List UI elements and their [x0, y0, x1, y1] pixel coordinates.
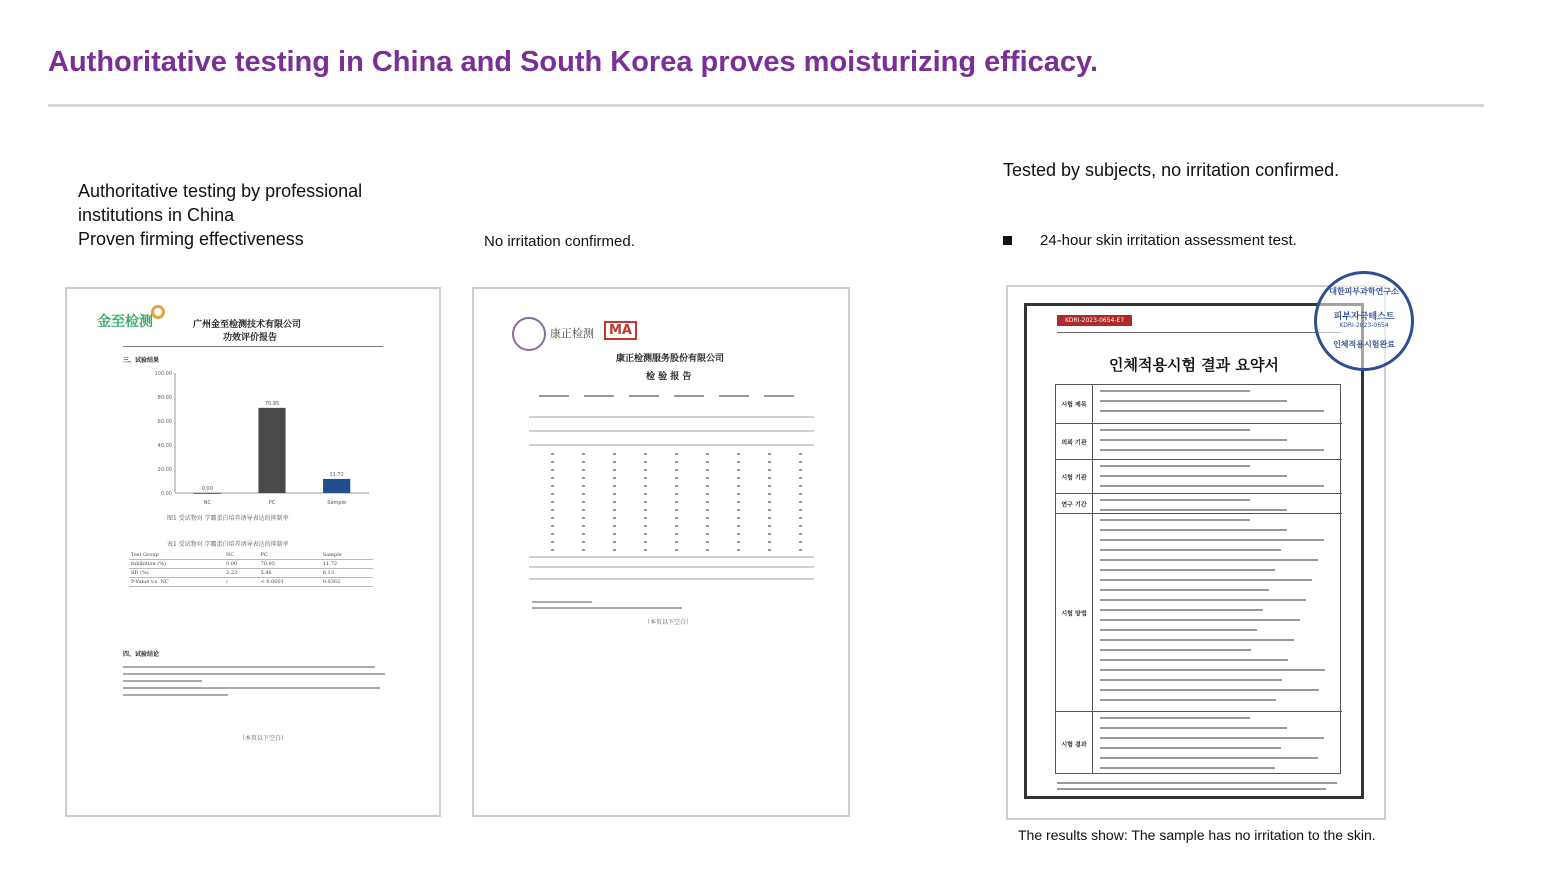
- table-cell-mark: [613, 485, 616, 487]
- table-cell-mark: [768, 461, 771, 463]
- left-doc-figure-caption: 图1 受试物对 学霸蛋白培养诱导表达的抑制率: [167, 515, 289, 522]
- table-cell-mark: [551, 549, 554, 551]
- table-row: [129, 578, 373, 587]
- chart-x-tick-label: Sample: [327, 500, 347, 506]
- left-doc-footer: （本页以下空白）: [239, 735, 288, 742]
- korea-doc-row-label: 의뢰 기관: [1061, 439, 1087, 446]
- table-cell-mark: [768, 517, 771, 519]
- table-cell: 0.00: [224, 560, 259, 569]
- table-cell-mark: [706, 493, 709, 495]
- table-cell: < 0.0001: [259, 578, 321, 587]
- china-efficacy-report-image: [65, 287, 441, 817]
- cma-mark: MA: [604, 321, 637, 340]
- seal-middle-text: 피부자극테스트: [1333, 312, 1395, 322]
- table-cell: 11.72: [321, 560, 373, 569]
- table-cell-mark: [582, 461, 585, 463]
- korea-doc-row-text: [1100, 609, 1263, 611]
- table-cell-mark: [613, 477, 616, 479]
- table-cell: 2.23: [224, 569, 259, 578]
- table-cell: Inhibition (%): [129, 560, 224, 569]
- chart-x-tick-label: NC: [203, 500, 211, 506]
- title-divider: [48, 104, 1484, 107]
- left-doc-table-caption: 表1 受试物对 学霸蛋白培养诱导表达的抑制率: [167, 541, 289, 548]
- chart-bar: [194, 493, 221, 494]
- table-cell-mark: [768, 525, 771, 527]
- table-header-row: [129, 551, 373, 560]
- korea-doc-row-text: [1100, 737, 1324, 739]
- table-cell-mark: [613, 509, 616, 511]
- table-cell-mark: [551, 533, 554, 535]
- table-cell-mark: [706, 525, 709, 527]
- korea-doc-row-text: [1100, 475, 1287, 477]
- chart-x-tick-label: PC: [268, 500, 276, 506]
- table-cell-mark: [582, 509, 585, 511]
- korea-doc-row-text: [1100, 519, 1250, 521]
- left-caption: [78, 179, 362, 251]
- table-cell-mark: [551, 517, 554, 519]
- korea-doc-row-text: [1100, 465, 1250, 467]
- table-cell-mark: [737, 461, 740, 463]
- table-cell-mark: [644, 485, 647, 487]
- table-cell: 0.0362: [321, 578, 373, 587]
- table-cell-mark: [799, 477, 802, 479]
- table-cell-mark: [644, 541, 647, 543]
- table-cell-mark: [644, 501, 647, 503]
- table-cell-mark: [644, 493, 647, 495]
- table-cell-mark: [644, 509, 647, 511]
- table-cell-mark: [737, 549, 740, 551]
- table-header-cell: Test Group: [129, 551, 224, 560]
- table-cell-mark: [799, 541, 802, 543]
- korea-doc-row-text: [1100, 410, 1324, 412]
- table-cell-mark: [799, 493, 802, 495]
- table-cell-mark: [551, 541, 554, 543]
- table-cell-mark: [675, 469, 678, 471]
- chart-bar: [323, 479, 350, 493]
- table-cell-mark: [675, 501, 678, 503]
- table-cell-mark: [582, 525, 585, 527]
- korea-doc-row-text: [1100, 485, 1324, 487]
- table-cell-mark: [706, 517, 709, 519]
- chart-y-tick-label: 80.00: [157, 395, 172, 401]
- table-cell-mark: [768, 485, 771, 487]
- table-cell-mark: [737, 501, 740, 503]
- table-cell: 70.95: [259, 560, 321, 569]
- inhibition-bar-chart: [147, 367, 377, 507]
- square-bullet-icon: [1003, 236, 1012, 245]
- left-doc-conclusion-text: [123, 661, 385, 701]
- korea-doc-row-text: [1100, 669, 1325, 671]
- table-cell: 5.46: [259, 569, 321, 578]
- table-header-mark: [629, 395, 659, 397]
- table-cell-mark: [551, 469, 554, 471]
- table-cell-mark: [737, 453, 740, 455]
- korea-doc-table-row: [1056, 423, 1342, 459]
- seal-top-text: 대한피부과학연구소: [1329, 287, 1399, 296]
- table-cell: P-Value v.s. NC: [129, 578, 224, 587]
- table-cell-mark: [613, 549, 616, 551]
- korea-doc-row-text: [1100, 499, 1250, 501]
- table-cell-mark: [644, 549, 647, 551]
- table-cell-mark: [768, 541, 771, 543]
- table-cell-mark: [768, 549, 771, 551]
- korea-doc-row-label: 시험 제목: [1061, 401, 1087, 409]
- chart-y-tick-label: 60.00: [157, 419, 172, 425]
- korea-doc-table-row: [1056, 385, 1342, 423]
- table-cell-mark: [706, 477, 709, 479]
- table-cell-mark: [737, 469, 740, 471]
- table-cell-mark: [737, 541, 740, 543]
- table-cell-mark: [551, 485, 554, 487]
- korea-doc-row-text: [1100, 569, 1275, 571]
- korea-doc-row-text: [1100, 439, 1287, 441]
- table-cell-mark: [737, 509, 740, 511]
- korea-doc-row-text: [1100, 539, 1324, 541]
- table-cell-mark: [799, 485, 802, 487]
- left-doc-results-table: [129, 551, 373, 587]
- table-header-mark: [584, 395, 614, 397]
- middle-doc-conclusion-text: [532, 597, 682, 613]
- chart-data-label: 11.72: [329, 471, 344, 478]
- table-cell-mark: [768, 469, 771, 471]
- table-row: [129, 560, 373, 569]
- korea-doc-row-text: [1100, 390, 1250, 392]
- seal-bottom-text: 인체적용시험완료: [1333, 340, 1395, 349]
- table-cell-mark: [675, 533, 678, 535]
- korea-doc-row-text: [1100, 639, 1294, 641]
- table-cell-mark: [582, 517, 585, 519]
- table-cell-mark: [582, 453, 585, 455]
- table-cell-mark: [706, 549, 709, 551]
- table-cell-mark: [706, 509, 709, 511]
- chart-data-label: 70.95: [264, 400, 280, 407]
- korea-doc-row-text: [1100, 529, 1287, 531]
- left-caption-line-1: Authoritative testing by professional: [78, 181, 363, 201]
- table-header-mark: [719, 395, 749, 397]
- korea-doc-row-text: [1100, 679, 1282, 681]
- left-doc-section-results: 三、试验结果: [123, 357, 160, 364]
- table-cell-mark: [644, 525, 647, 527]
- table-cell: 6.13: [321, 569, 373, 578]
- table-cell-mark: [675, 477, 678, 479]
- korea-doc-row-text: [1100, 549, 1281, 551]
- table-cell-mark: [613, 469, 616, 471]
- korea-doc-row-label: 시험 기관: [1061, 474, 1087, 481]
- kdri-seal-stamp: [1314, 271, 1414, 371]
- korea-doc-row-text: [1100, 509, 1287, 511]
- middle-caption: No irritation confirmed.: [484, 233, 635, 250]
- middle-doc-data-table: [529, 387, 819, 587]
- left-doc-company: 广州金至检测技术有限公司: [193, 320, 302, 330]
- table-cell-mark: [613, 541, 616, 543]
- left-caption-line-2: institutions in China: [78, 205, 235, 225]
- korea-doc-row-text: [1100, 589, 1269, 591]
- table-cell-mark: [706, 469, 709, 471]
- left-caption-line-3: Proven firming effectiveness: [78, 229, 304, 249]
- middle-doc-report-title: 检 验 报 告: [646, 372, 692, 382]
- korea-irritation-summary-image: [1006, 285, 1399, 820]
- result-caption: The results show: The sample has no irritation to the skin.: [1018, 827, 1376, 843]
- table-cell-mark: [551, 461, 554, 463]
- table-cell-mark: [737, 485, 740, 487]
- middle-doc-footer: （本页以下空白）: [644, 619, 693, 626]
- table-cell-mark: [706, 541, 709, 543]
- table-cell-mark: [799, 533, 802, 535]
- table-cell-mark: [582, 477, 585, 479]
- table-cell-mark: [706, 533, 709, 535]
- korea-doc-table-row: [1056, 493, 1342, 513]
- seal-code-text: KDRI-2023-0654: [1339, 322, 1389, 329]
- table-cell-mark: [613, 453, 616, 455]
- left-doc-section-conclusion: 四、试验结论: [123, 651, 160, 658]
- table-cell-mark: [799, 517, 802, 519]
- table-cell-mark: [675, 525, 678, 527]
- korea-doc-row-text: [1100, 429, 1250, 431]
- korea-doc-row-text: [1100, 767, 1275, 769]
- right-caption: Tested by subjects, no irritation confirmed.: [1003, 160, 1340, 180]
- table-cell-mark: [644, 469, 647, 471]
- table-cell-mark: [799, 461, 802, 463]
- korea-doc-row-text: [1100, 757, 1318, 759]
- korea-doc-row-text: [1100, 449, 1324, 451]
- table-cell-mark: [582, 493, 585, 495]
- korea-doc-row-text: [1100, 689, 1319, 691]
- table-cell-mark: [768, 477, 771, 479]
- korea-doc-row-text: [1100, 659, 1288, 661]
- jinzhi-logo-icon: [151, 305, 165, 319]
- table-cell-mark: [551, 453, 554, 455]
- chart-y-tick-label: 0.00: [160, 491, 172, 497]
- table-cell-mark: [799, 525, 802, 527]
- korea-doc-row-label: 연구 기간: [1061, 501, 1087, 508]
- korea-doc-border: [1024, 303, 1364, 799]
- table-cell-mark: [768, 533, 771, 535]
- table-cell-mark: [799, 501, 802, 503]
- table-cell-mark: [644, 517, 647, 519]
- kangzheng-logo: 康正检测: [550, 327, 594, 340]
- table-cell-mark: [675, 485, 678, 487]
- table-cell-mark: [675, 461, 678, 463]
- korea-doc-row-text: [1100, 579, 1312, 581]
- jinzhi-logo: 金至检测: [97, 314, 153, 330]
- table-cell-mark: [799, 549, 802, 551]
- table-cell: /: [224, 578, 259, 587]
- chart-data-label: 0.00: [201, 486, 213, 492]
- table-cell-mark: [737, 477, 740, 479]
- table-cell-mark: [737, 517, 740, 519]
- korea-doc-table-row: [1056, 513, 1342, 711]
- table-cell-mark: [799, 469, 802, 471]
- table-cell-mark: [582, 469, 585, 471]
- right-bullet-text: 24-hour skin irritation assessment test.: [1040, 232, 1297, 249]
- table-cell-mark: [675, 493, 678, 495]
- table-cell-mark: [644, 533, 647, 535]
- table-cell-mark: [706, 461, 709, 463]
- table-cell-mark: [675, 549, 678, 551]
- table-cell-mark: [613, 461, 616, 463]
- table-cell-mark: [768, 453, 771, 455]
- table-cell-mark: [582, 549, 585, 551]
- page-title: Authoritative testing in China and South Korea proves moisturizing efficacy.: [48, 46, 1099, 78]
- korea-doc-table: [1055, 384, 1341, 774]
- korea-doc-footnote: [1057, 778, 1337, 794]
- korea-doc-row-text: [1100, 747, 1281, 749]
- table-cell-mark: [551, 525, 554, 527]
- table-cell-mark: [706, 485, 709, 487]
- table-cell-mark: [737, 525, 740, 527]
- table-cell-mark: [799, 453, 802, 455]
- korea-doc-row-text: [1100, 717, 1250, 719]
- table-cell-mark: [551, 509, 554, 511]
- table-cell-mark: [768, 493, 771, 495]
- table-cell-mark: [613, 533, 616, 535]
- kdri-code-badge: KDRI-2023-0654-E7: [1057, 315, 1132, 326]
- table-header-cell: NC: [224, 551, 259, 560]
- chart-y-tick-label: 20.00: [157, 467, 172, 473]
- table-cell-mark: [613, 501, 616, 503]
- korea-doc-row-text: [1100, 649, 1251, 651]
- table-header-mark: [539, 395, 569, 397]
- table-cell-mark: [551, 477, 554, 479]
- korea-doc-table-row: [1056, 459, 1342, 493]
- middle-doc-company: 康正检测服务股份有限公司: [616, 354, 725, 364]
- korea-doc-row-label: 시험 방법: [1061, 610, 1087, 617]
- table-cell-mark: [582, 541, 585, 543]
- table-header-mark: [674, 395, 704, 397]
- table-cell-mark: [675, 453, 678, 455]
- korea-doc-row-label: 시험 결과: [1061, 741, 1087, 748]
- table-cell-mark: [644, 477, 647, 479]
- table-cell-mark: [737, 533, 740, 535]
- kangzheng-seal-icon: [512, 317, 546, 351]
- korea-doc-row-text: [1100, 599, 1306, 601]
- table-cell-mark: [644, 461, 647, 463]
- table-row: [129, 569, 373, 578]
- table-cell-mark: [551, 501, 554, 503]
- table-cell-mark: [582, 485, 585, 487]
- table-cell-mark: [675, 509, 678, 511]
- table-cell-mark: [644, 453, 647, 455]
- korea-doc-row-text: [1100, 727, 1287, 729]
- table-cell-mark: [768, 509, 771, 511]
- table-cell-mark: [613, 525, 616, 527]
- korea-doc-row-text: [1100, 400, 1287, 402]
- korea-doc-row-text: [1100, 559, 1318, 561]
- table-header-cell: Sample: [321, 551, 373, 560]
- korea-doc-row-text: [1100, 619, 1300, 621]
- table-cell-mark: [706, 501, 709, 503]
- table-cell-mark: [675, 517, 678, 519]
- table-cell-mark: [768, 501, 771, 503]
- left-doc-header-line: [123, 346, 383, 347]
- table-cell-mark: [675, 541, 678, 543]
- table-cell: SD (%): [129, 569, 224, 578]
- chart-y-tick-label: 40.00: [157, 443, 172, 449]
- table-header-mark: [764, 395, 794, 397]
- table-cell-mark: [737, 493, 740, 495]
- left-doc-report-title: 功效评价报告: [223, 333, 278, 343]
- korea-doc-row-text: [1100, 629, 1257, 631]
- table-cell-mark: [706, 453, 709, 455]
- korea-doc-table-row: [1056, 711, 1342, 775]
- table-cell-mark: [613, 493, 616, 495]
- table-cell-mark: [551, 493, 554, 495]
- table-cell-mark: [582, 501, 585, 503]
- korea-doc-top-line: [1057, 332, 1341, 333]
- korea-doc-row-text: [1100, 699, 1276, 701]
- china-irritation-report-image: [472, 287, 850, 817]
- table-cell-mark: [582, 533, 585, 535]
- table-header-cell: PC: [259, 551, 321, 560]
- chart-y-tick-label: 100.00: [154, 371, 172, 377]
- table-cell-mark: [613, 517, 616, 519]
- right-bullet: [1003, 232, 1297, 249]
- chart-bar: [258, 408, 285, 493]
- table-cell-mark: [799, 509, 802, 511]
- korea-doc-title: 인체적용시험 결과 요약서: [1109, 356, 1279, 374]
